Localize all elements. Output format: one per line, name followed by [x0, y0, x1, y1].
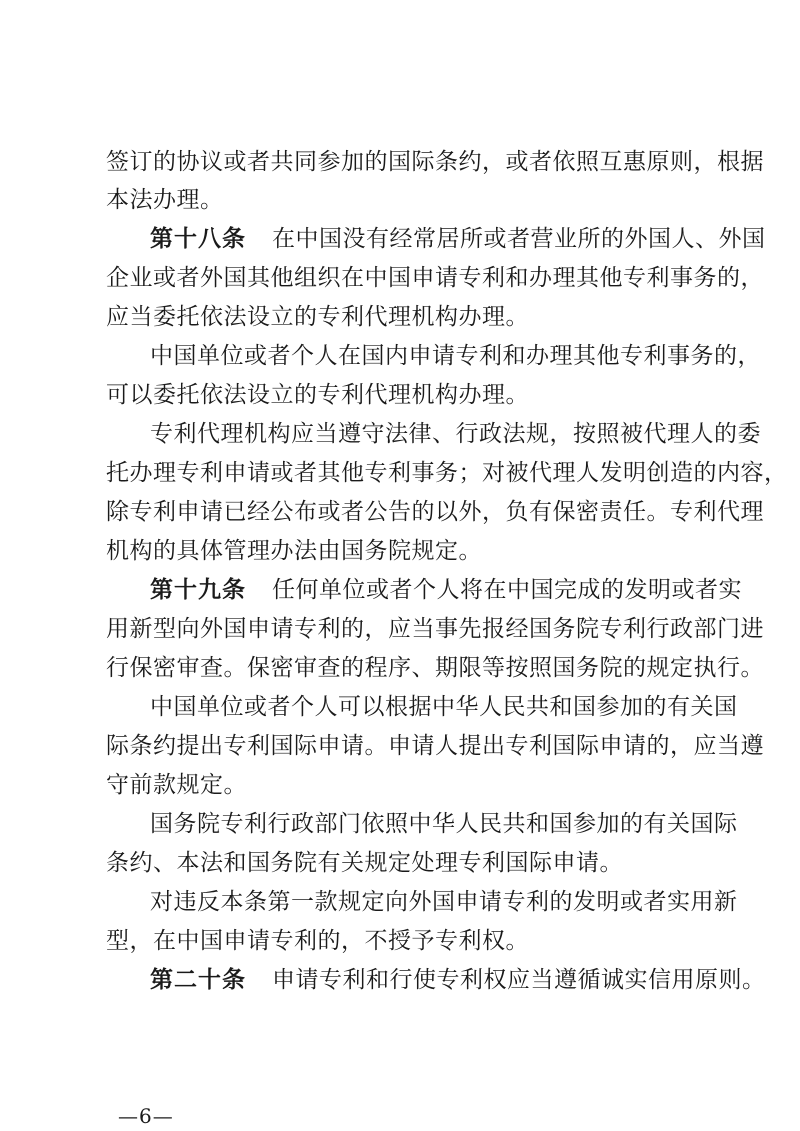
article-18-line [150, 224, 766, 254]
text-line: 行保密审查。保密审查的程序、期限等按照国务院的规定执行。 [106, 655, 764, 681]
text-line: 用新型向外国申请专利的，应当事先报经国务院专利行政部门进 [106, 616, 764, 642]
text-line: 本法办理。 [106, 187, 224, 213]
text-line: 对违反本条第一款规定向外国申请专利的发明或者实用新 [150, 889, 738, 915]
text-line: 签订的协议或者共同参加的国际条约，或者依照互惠原则，根据 [106, 149, 764, 175]
text-line: 除专利申请已经公布或者公告的以外，负有保密责任。专利代理 [106, 499, 764, 525]
article-18-heading: 第十八条 [150, 226, 246, 252]
text-line: 托办理专利申请或者其他专利事务；对被代理人发明创造的内容， [106, 460, 788, 486]
text-line: 应当委托依法设立的专利代理机构办理。 [106, 304, 529, 330]
text-line: 可以委托依法设立的专利代理机构办理。 [106, 382, 529, 408]
text-line: 企业或者外国其他组织在中国申请专利和办理其他专利事务的， [106, 265, 764, 291]
text-line: 型，在中国申请专利的，不授予专利权。 [106, 928, 529, 954]
text-segment: 任何单位或者个人将在中国完成的发明或者实 [272, 577, 742, 603]
page-number: —6— [118, 1104, 174, 1128]
text-line: 条约、本法和国务院有关规定处理专利国际申请。 [106, 850, 623, 876]
text-line: 中国单位或者个人在国内申请专利和办理其他专利事务的， [150, 343, 761, 369]
article-19-heading: 第十九条 [150, 577, 246, 603]
text-segment: 在中国没有经常居所或者营业所的外国人、外国 [272, 226, 766, 252]
article-20-heading: 第二十条 [150, 967, 246, 993]
article-19-line [150, 575, 742, 605]
text-line: 中国单位或者个人可以根据中华人民共和国参加的有关国 [150, 694, 738, 720]
article-20-line [150, 965, 766, 995]
text-line: 专利代理机构应当遵守法律、行政法规，按照被代理人的委 [150, 421, 761, 447]
text-line: 机构的具体管理办法由国务院规定。 [106, 538, 482, 564]
text-line: 国务院专利行政部门依照中华人民共和国参加的有关国际 [150, 811, 738, 837]
text-line: 守前款规定。 [106, 772, 247, 798]
text-line: 际条约提出专利国际申请。申请人提出专利国际申请的，应当遵 [106, 733, 764, 759]
text-segment: 申请专利和行使专利权应当遵循诚实信用原则。 [272, 967, 766, 993]
